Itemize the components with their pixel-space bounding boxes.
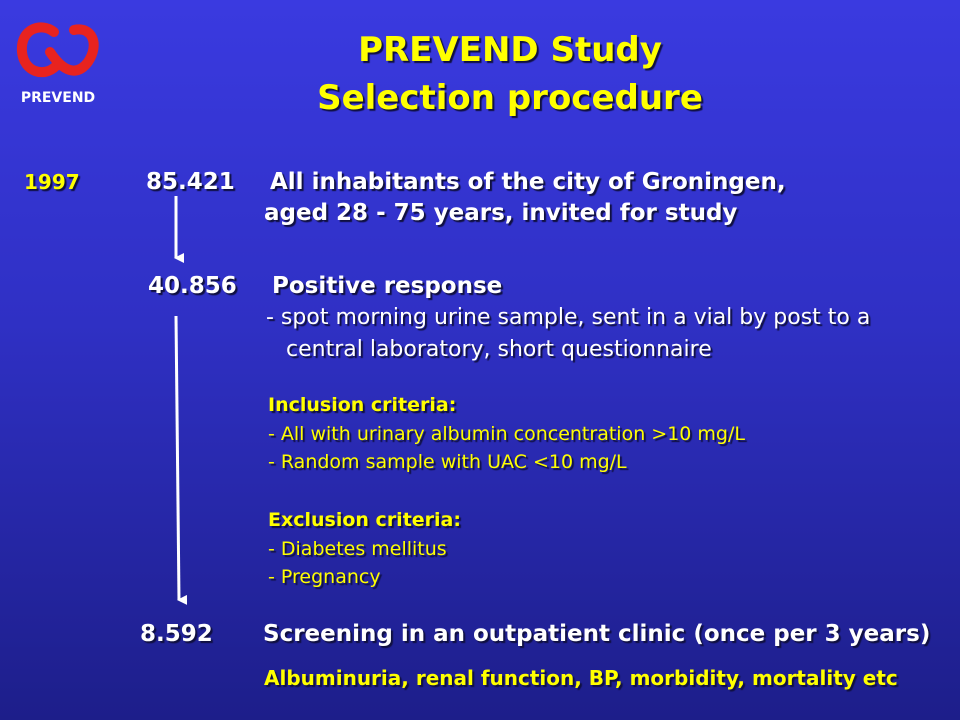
inclusion-item: - All with urinary albumin concentration >10 mg/L — [268, 423, 745, 445]
exclusion-heading: Exclusion criteria: — [268, 509, 461, 531]
step1-text-line1: All inhabitants of the city of Groningen, — [270, 169, 786, 195]
step3-outcomes: Albuminuria, renal function, BP, morbidity, mortality etc — [264, 666, 898, 690]
step3-count: 8.592 — [140, 621, 213, 647]
step3-text: Screening in an outpatient clinic (once per 3 years) — [263, 621, 931, 647]
exclusion-item: - Pregnancy — [268, 566, 381, 588]
arrow-step2-to-step3 — [176, 316, 179, 600]
step2-count: 40.856 — [148, 273, 237, 299]
inclusion-heading: Inclusion criteria: — [268, 394, 457, 416]
step2-detail-line2: central laboratory, short questionnaire — [286, 337, 712, 362]
step1-text-line2: aged 28 - 75 years, invited for study — [264, 200, 738, 226]
year-label: 1997 — [24, 170, 80, 194]
step1-count: 85.421 — [146, 169, 235, 195]
title-line-1: PREVEND Study — [358, 30, 662, 70]
step2-detail-line1: - spot morning urine sample, sent in a vial by post to a — [266, 305, 871, 330]
exclusion-item: - Diabetes mellitus — [268, 538, 447, 560]
inclusion-item: - Random sample with UAC <10 mg/L — [268, 451, 627, 473]
title-line-2: Selection procedure — [317, 78, 703, 118]
step2-text: Positive response — [272, 273, 503, 299]
logo-label: PREVEND — [20, 90, 96, 106]
